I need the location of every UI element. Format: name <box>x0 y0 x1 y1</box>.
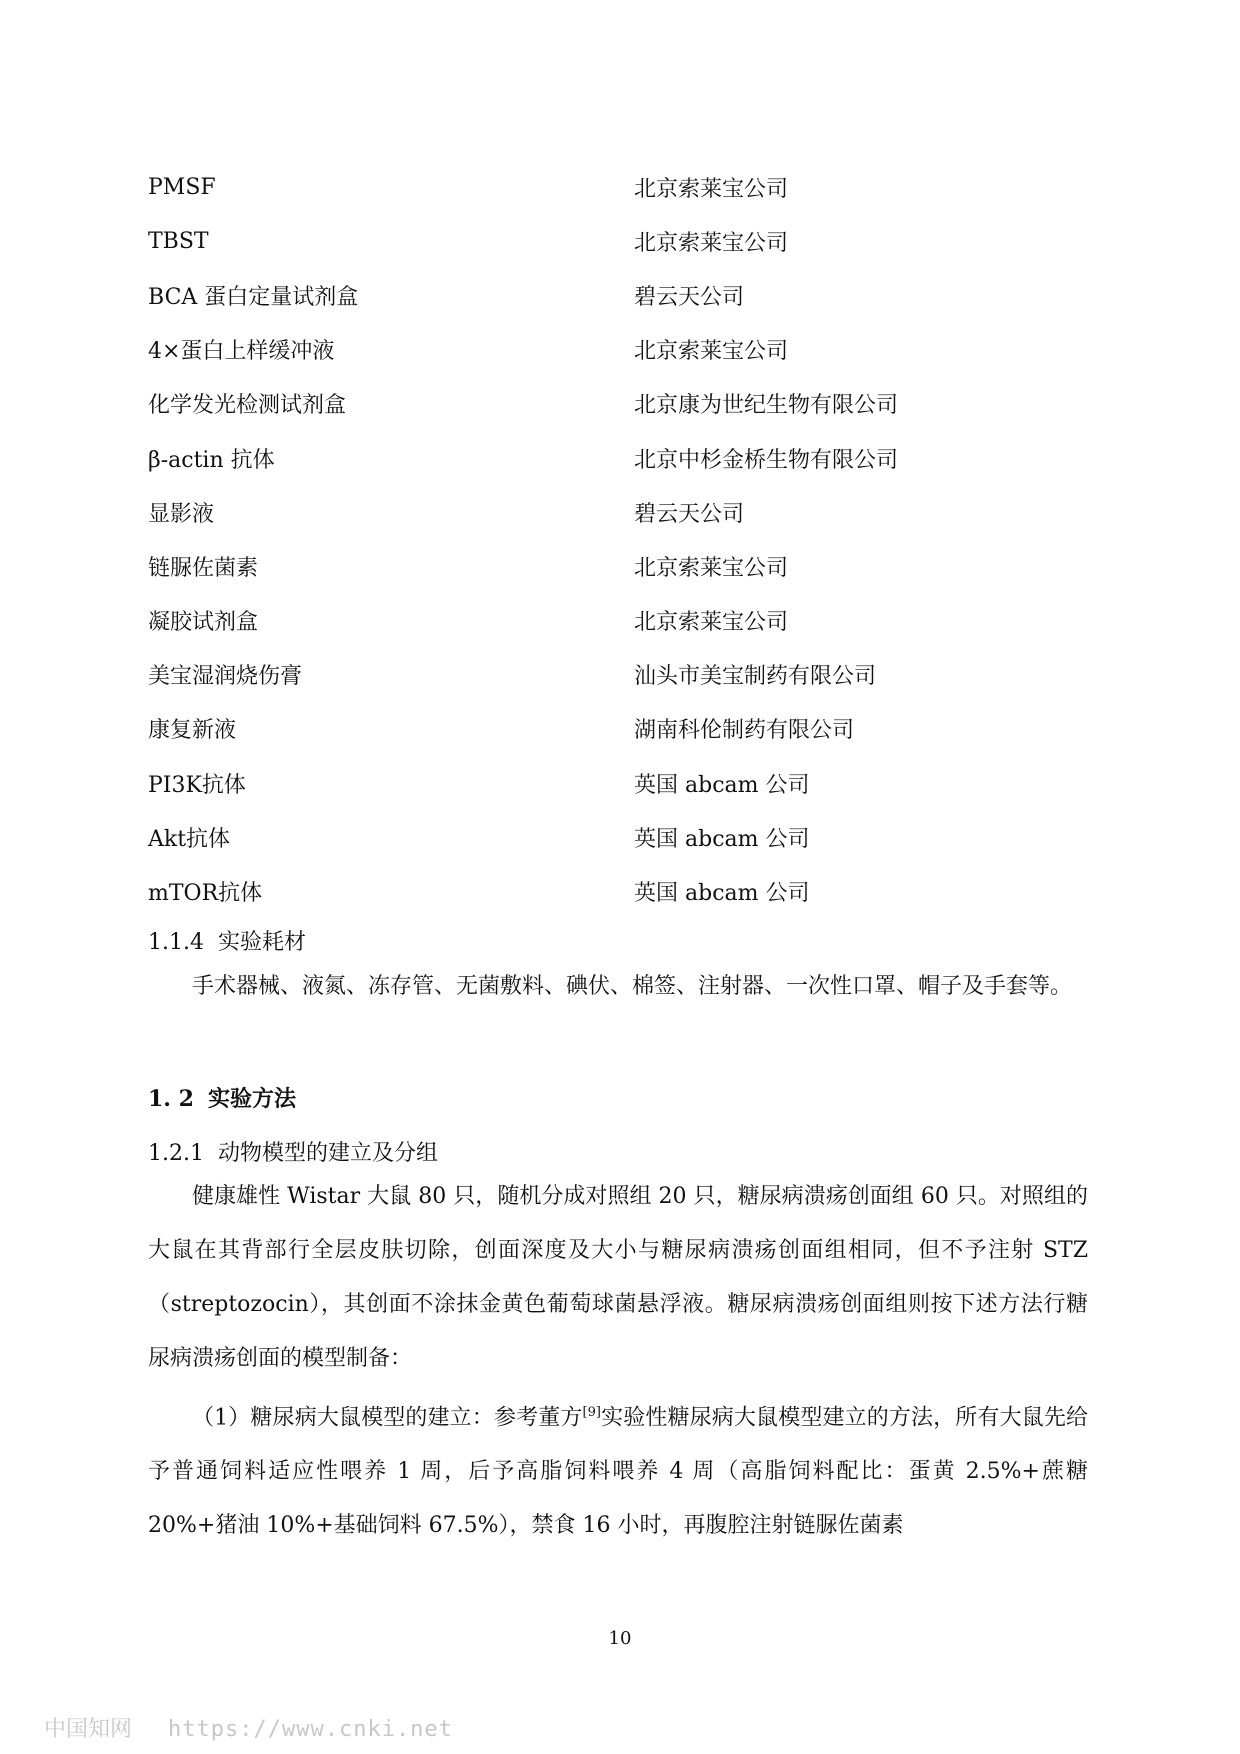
reagent-row <box>148 594 1108 648</box>
reagent-row <box>148 323 1108 377</box>
reagent-name: TBST <box>148 228 209 254</box>
reagent-name: mTOR抗体 <box>148 881 263 907</box>
reagent-row <box>148 539 1108 593</box>
reagent-list <box>148 160 1108 919</box>
reagent-supplier: 北京索莱宝公司 <box>634 230 789 256</box>
reagent-name: PMSF <box>148 174 216 200</box>
reagent-supplier: 北京索莱宝公司 <box>634 176 789 202</box>
section-title: 实验耗材 <box>217 930 306 955</box>
reagent-supplier: 英国 abcam 公司 <box>634 826 810 852</box>
reagent-name: β-actin 抗体 <box>148 447 275 473</box>
section-1-1-4-heading <box>148 925 1088 956</box>
paragraph <box>148 1386 1088 1553</box>
section-title: 实验方法 <box>207 1086 296 1112</box>
reagent-row <box>148 214 1108 268</box>
reagent-row <box>148 485 1108 539</box>
watermark-brand: 中国知网 <box>44 1717 133 1742</box>
reagent-name: 美宝湿润烧伤膏 <box>148 664 303 690</box>
reagent-row <box>148 431 1108 485</box>
reagent-supplier: 英国 abcam 公司 <box>634 772 810 798</box>
page-number: 10 <box>608 1628 632 1649</box>
paragraph: 健康雄性 Wistar 大鼠 80 只，随机分成对照组 20 只，糖尿病溃疡创面组 60 只。对照组的大鼠在其背部行全层皮肤切除，创面深度及大小与糖尿病溃疡创面组相同，但不予注射 STZ（streptozocin），其创面不涂抹金黄色葡萄球菌悬浮液。糖尿病溃疡创面组则按下述方法行糖尿病溃疡创面的模型制备： <box>148 1184 1088 1371</box>
section-1-2-heading <box>148 1082 1088 1113</box>
reagent-row <box>148 648 1108 702</box>
reagent-name: 链脲佐菌素 <box>148 555 259 581</box>
section-title: 动物模型的建立及分组 <box>217 1141 438 1166</box>
reagent-supplier: 英国 abcam 公司 <box>634 881 810 907</box>
reagent-row <box>148 756 1108 810</box>
section-1-2-1-body <box>148 1170 1088 1386</box>
reagent-supplier: 北京索莱宝公司 <box>634 610 789 636</box>
step-1-paragraph <box>148 1386 1088 1553</box>
reagent-name: 4×蛋白上样缓冲液 <box>148 339 335 365</box>
section-1-1-4-body <box>148 960 1088 1014</box>
reagent-name: 显影液 <box>148 501 215 527</box>
step-lead: （1）糖尿病大鼠模型的建立：参考董方 <box>192 1405 583 1431</box>
reagent-name: 康复新液 <box>148 718 237 744</box>
watermark <box>44 1712 453 1743</box>
reagent-supplier: 汕头市美宝制药有限公司 <box>634 664 877 690</box>
reagent-row <box>148 160 1108 214</box>
reagent-row <box>148 810 1108 864</box>
reagent-row <box>148 268 1108 322</box>
reagent-supplier: 碧云天公司 <box>634 284 745 310</box>
reagent-supplier: 湖南科伦制药有限公司 <box>634 718 855 744</box>
reagent-supplier: 碧云天公司 <box>634 501 745 527</box>
reagent-supplier: 北京索莱宝公司 <box>634 555 789 581</box>
reagent-name: PI3K抗体 <box>148 772 246 798</box>
citation: [9] <box>582 1405 601 1420</box>
reagent-supplier: 北京中杉金桥生物有限公司 <box>634 447 899 473</box>
reagent-row <box>148 864 1108 918</box>
reagent-row <box>148 702 1108 756</box>
reagent-name: 化学发光检测试剂盒 <box>148 393 347 419</box>
reagent-supplier: 北京康为世纪生物有限公司 <box>634 393 899 419</box>
reagent-name: BCA 蛋白定量试剂盒 <box>148 284 359 310</box>
section-number: 1.2.1 <box>148 1141 204 1166</box>
step-rest: 实验性糖尿病大鼠模型建立的方法，所有大鼠先给予普通饲料适应性喂养 1 周，后予高脂饲料喂养 4 周（高脂饲料配比：蛋黄 2.5%+蔗糖 20%+猪油 10%+基础饲料 67.5%），禁食 16 小时，再腹腔注射链脲佐菌素 <box>148 1405 1088 1539</box>
reagent-name: 凝胶试剂盒 <box>148 610 259 636</box>
reagent-row <box>148 377 1108 431</box>
reagent-name: Akt抗体 <box>148 826 231 852</box>
section-number: 1.1.4 <box>148 930 204 955</box>
section-1-2-1-heading <box>148 1136 1088 1167</box>
reagent-supplier: 北京索莱宝公司 <box>634 339 789 365</box>
paragraph: 手术器械、液氮、冻存管、无菌敷料、碘伏、棉签、注射器、一次性口罩、帽子及手套等。 <box>192 974 1073 999</box>
watermark-url: https://www.cnki.net <box>168 1717 453 1742</box>
section-number: 1. 2 <box>148 1086 194 1112</box>
